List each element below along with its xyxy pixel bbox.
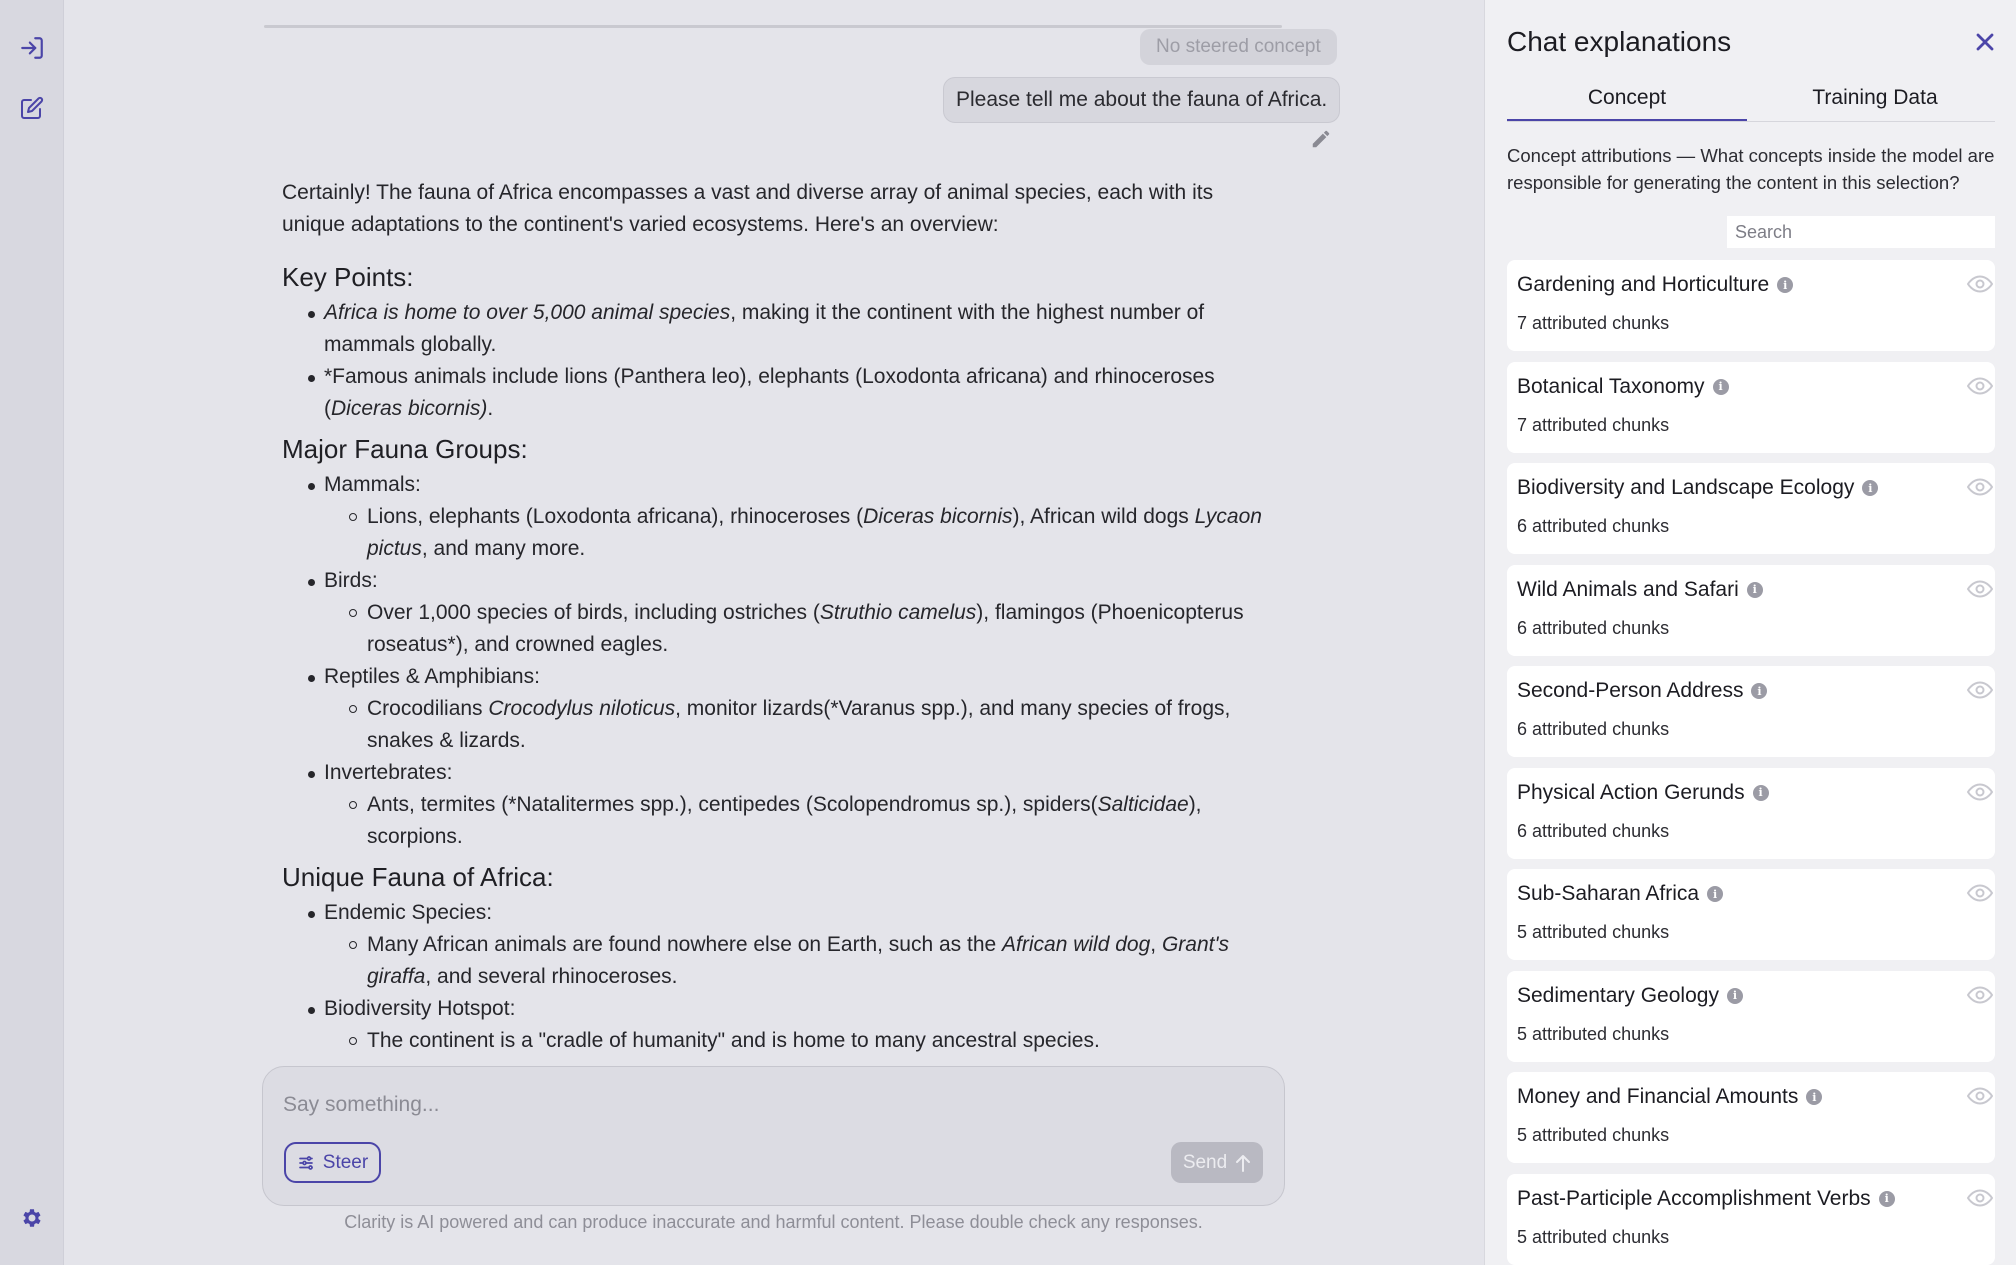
send-button-label: Send bbox=[1182, 1151, 1228, 1173]
info-icon[interactable]: i bbox=[1753, 785, 1769, 801]
concept-title bbox=[1517, 375, 1729, 399]
heading-major-fauna-groups: Major Fauna Groups: bbox=[282, 434, 528, 464]
fauna-groups-list bbox=[282, 469, 1272, 853]
info-icon[interactable]: i bbox=[1707, 886, 1723, 902]
info-icon[interactable]: i bbox=[1713, 379, 1729, 395]
info-icon[interactable]: i bbox=[1777, 277, 1793, 293]
attribution-description: Concept attributions — What concepts inside the model are responsible for generating the content in this selection? bbox=[1507, 145, 1995, 193]
list-item: Mammals: bbox=[282, 469, 1272, 501]
concept-title-text: Wild Animals and Safari bbox=[1517, 577, 1739, 601]
concept-card[interactable] bbox=[1507, 768, 1995, 859]
attributed-chunks-count: 6 attributed chunks bbox=[1517, 820, 1670, 841]
list-subitem: Over 1,000 species of birds, including ostriches (Struthio camelus), flamingos (Phoenicopterus roseatus*), and crowned eagles. bbox=[282, 597, 1272, 661]
info-icon[interactable]: i bbox=[1727, 988, 1743, 1004]
concept-card[interactable] bbox=[1507, 463, 1995, 554]
list-subitem: Many African animals are found nowhere else on Earth, such as the African wild dog, Grant's giraffa, and several rhinoceroses. bbox=[282, 929, 1272, 993]
concept-card[interactable] bbox=[1507, 260, 1995, 351]
concept-title-text: Sedimentary Geology bbox=[1517, 983, 1719, 1007]
concept-title bbox=[1517, 781, 1769, 805]
concept-list bbox=[1507, 260, 1995, 1265]
concept-title bbox=[1517, 1085, 1822, 1109]
concept-card[interactable] bbox=[1507, 565, 1995, 656]
unique-fauna-list bbox=[282, 897, 1272, 1057]
eye-icon[interactable] bbox=[1967, 1087, 1993, 1105]
assistant-response bbox=[282, 177, 1272, 1057]
concept-title bbox=[1517, 1187, 1895, 1211]
compose-icon[interactable] bbox=[16, 92, 48, 124]
message-composer bbox=[262, 1066, 1285, 1206]
concept-title bbox=[1517, 984, 1743, 1008]
list-item: Invertebrates: bbox=[282, 757, 1272, 789]
attributed-chunks-count: 7 attributed chunks bbox=[1517, 414, 1670, 435]
user-message: Please tell me about the fauna of Africa. bbox=[943, 77, 1340, 123]
steer-status-badge: No steered concept bbox=[1140, 29, 1337, 65]
eye-icon[interactable] bbox=[1967, 478, 1993, 496]
concept-title-text: Gardening and Horticulture bbox=[1517, 273, 1770, 296]
info-icon[interactable]: i bbox=[1751, 683, 1767, 699]
info-icon[interactable]: i bbox=[1806, 1089, 1822, 1105]
concept-title bbox=[1517, 273, 1793, 297]
eye-icon[interactable] bbox=[1967, 986, 1993, 1004]
list-subitem: Lions, elephants (Loxodonta africana), rhinoceroses (Diceras bicornis), African wild dogs Lycaon pictus, and many more. bbox=[282, 501, 1272, 565]
concept-title-text: Second-Person Address bbox=[1517, 679, 1744, 702]
eye-icon[interactable] bbox=[1967, 580, 1993, 598]
concept-title bbox=[1517, 578, 1763, 602]
attributed-chunks-count: 5 attributed chunks bbox=[1517, 1125, 1670, 1145]
attributed-chunks-count: 6 attributed chunks bbox=[1517, 617, 1670, 638]
heading-key-points: Key Points: bbox=[282, 262, 414, 292]
attributed-chunks-count: 5 attributed chunks bbox=[1517, 922, 1670, 942]
chat-top-divider bbox=[264, 25, 1282, 28]
concept-card[interactable] bbox=[1507, 869, 1995, 960]
sign-in-icon[interactable] bbox=[16, 32, 48, 64]
steer-button[interactable] bbox=[284, 1142, 381, 1183]
list-item: Birds: bbox=[282, 565, 1272, 597]
attributed-chunks-count: 7 attributed chunks bbox=[1517, 313, 1670, 333]
eye-icon[interactable] bbox=[1967, 275, 1993, 293]
concept-title-text: Past-Participle Accomplishment Verbs bbox=[1517, 1186, 1871, 1210]
concept-title-text: Biodiversity and Landscape Ecology bbox=[1517, 476, 1855, 499]
concept-title bbox=[1517, 679, 1767, 703]
attributed-chunks-count: 5 attributed chunks bbox=[1517, 1226, 1670, 1247]
eye-icon[interactable] bbox=[1967, 884, 1993, 902]
concept-card[interactable] bbox=[1507, 971, 1995, 1062]
key-points-list bbox=[282, 297, 1272, 425]
list-item: Africa is home to over 5,000 animal species, making it the continent with the highest number of mammals globally. bbox=[282, 297, 1272, 361]
left-rail bbox=[0, 0, 64, 1265]
eye-icon[interactable] bbox=[1967, 377, 1993, 395]
sliders-icon bbox=[297, 1154, 315, 1172]
concept-title bbox=[1517, 476, 1878, 500]
attributed-chunks-count: 6 attributed chunks bbox=[1517, 719, 1670, 739]
eye-icon[interactable] bbox=[1967, 681, 1993, 699]
info-icon[interactable]: i bbox=[1862, 480, 1878, 496]
tab-concept[interactable]: Concept bbox=[1507, 86, 1747, 122]
settings-icon[interactable] bbox=[16, 1202, 48, 1234]
concept-card[interactable] bbox=[1507, 362, 1995, 453]
attributed-chunks-count: 5 attributed chunks bbox=[1517, 1023, 1670, 1044]
list-item: Endemic Species: bbox=[282, 897, 1272, 929]
attributed-chunks-count: 6 attributed chunks bbox=[1517, 516, 1670, 536]
list-item: *Famous animals include lions (Panthera leo), elephants (Loxodonta africana) and rhinoceroses (Diceras bicornis). bbox=[282, 361, 1272, 425]
info-icon[interactable]: i bbox=[1747, 582, 1763, 598]
eye-icon[interactable] bbox=[1967, 1189, 1993, 1207]
concept-title-text: Money and Financial Amounts bbox=[1517, 1085, 1799, 1108]
info-icon[interactable]: i bbox=[1879, 1191, 1895, 1207]
close-icon[interactable] bbox=[1971, 28, 1999, 56]
concept-title-text: Physical Action Gerunds bbox=[1517, 780, 1745, 804]
list-item: Biodiversity Hotspot: bbox=[282, 993, 1272, 1025]
edit-message-icon[interactable] bbox=[1310, 128, 1332, 150]
tabs-divider bbox=[1507, 121, 1995, 122]
arrow-up-icon bbox=[1235, 1154, 1251, 1172]
list-item: Reptiles & Amphibians: bbox=[282, 661, 1272, 693]
send-button[interactable] bbox=[1171, 1142, 1263, 1183]
concept-card[interactable] bbox=[1507, 666, 1995, 757]
concept-title-text: Botanical Taxonomy bbox=[1517, 374, 1705, 398]
response-intro: Certainly! The fauna of Africa encompasses a vast and diverse array of animal species, each with its unique adaptations to the continent's varied ecosystems. Here's an overview: bbox=[282, 181, 1214, 236]
concept-search-input[interactable] bbox=[1727, 216, 1995, 248]
concept-card[interactable] bbox=[1507, 1072, 1995, 1163]
message-input[interactable] bbox=[283, 1087, 1183, 1123]
list-subitem: Ants, termites (*Natalitermes spp.), centipedes (Scolopendromus sp.), spiders(Salticidae), scorpions. bbox=[282, 789, 1272, 853]
chat-explanations-panel bbox=[1484, 0, 2016, 1265]
heading-unique-fauna: Unique Fauna of Africa: bbox=[282, 862, 554, 892]
tab-training-data[interactable]: Training Data bbox=[1812, 86, 1938, 109]
concept-card[interactable] bbox=[1507, 1174, 1995, 1265]
steer-button-label: Steer bbox=[322, 1151, 369, 1173]
list-subitem: Crocodilians Crocodylus niloticus, monitor lizards(*Varanus spp.), and many species of frogs, snakes & lizards. bbox=[282, 693, 1272, 757]
panel-title: Chat explanations bbox=[1507, 26, 1732, 57]
list-subitem: The continent is a "cradle of humanity" and is home to many ancestral species. bbox=[282, 1025, 1272, 1057]
disclaimer-text: Clarity is AI powered and can produce inaccurate and harmful content. Please double check any responses. bbox=[344, 1212, 1203, 1232]
concept-title bbox=[1517, 882, 1723, 906]
concept-title-text: Sub-Saharan Africa bbox=[1517, 882, 1700, 905]
eye-icon[interactable] bbox=[1967, 783, 1993, 801]
